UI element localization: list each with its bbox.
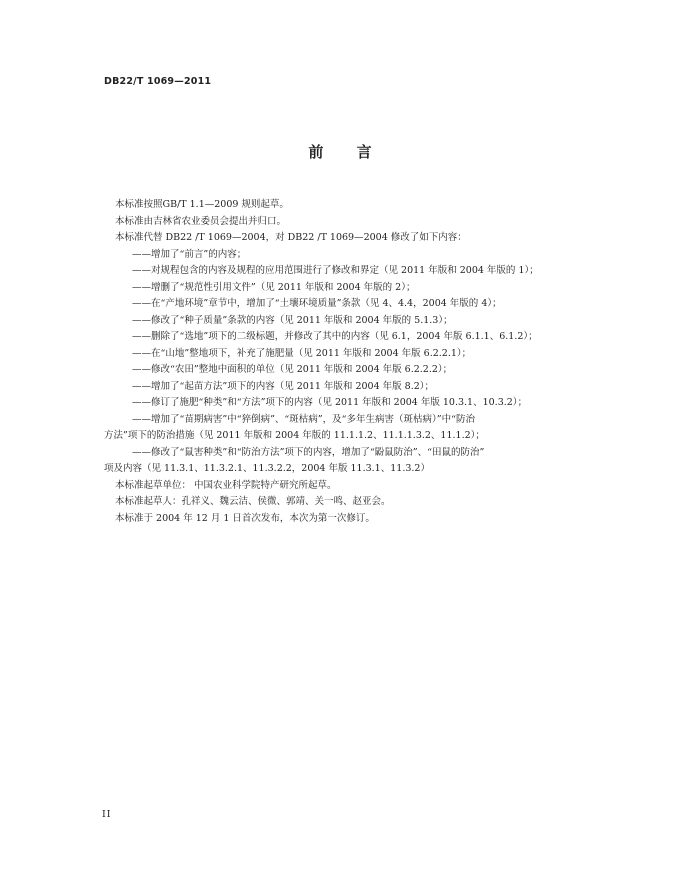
paragraph-proposer: 本标准由吉林省农业委员会提出并归口。	[115, 215, 287, 227]
change-item: ——修改了“鼠害种类”和“防治方法”项下的内容，增加了“鼢鼠防治”、“田鼠的防治”	[132, 446, 485, 458]
paragraph-drafting-unit: 本标准起草单位： 中国农业科学院特产研究所起草。	[115, 479, 337, 491]
change-item: ——对规程包含的内容及规程的应用范围进行了修改和界定（见 2011 年版和 2004 年版的 1）；	[132, 265, 539, 276]
foreword-body	[104, 197, 594, 527]
change-item: ——修订了施肥“种类”和“方法”项下的内容（见 2011 年版和 2004 年版 10.3.1、10.3.2）；	[132, 397, 528, 408]
document-code: DB22/T 1069—2011	[104, 76, 212, 87]
change-item: ——增加了“苗期病害”中“猝倒病”、“斑枯病”，及“多年生病害（斑枯病）”中“防治	[132, 413, 475, 425]
change-item: ——增加了“前言”的内容；	[132, 248, 247, 260]
change-item: ——增加了“起苗方法”项下的内容（见 2011 年版和 2004 年版 8.2）；	[132, 380, 435, 392]
paragraph-publication-history: 本标准于 2004 年 12 月 1 日首次发布，本次为第一次修订。	[115, 512, 375, 524]
change-item: ——在“产地环境”章节中，增加了“土壤环境质量”条款（见 4、4.4，2004 年版的 4）；	[132, 298, 502, 309]
paragraph-replacement: 本标准代替 DB22 /T 1069—2004，对 DB22 /T 1069—2004 修改了如下内容：	[115, 232, 467, 243]
change-item: ——在“山地”整地项下，补充了施肥量（见 2011 年版和 2004 年版 6.2.2.1）；	[132, 347, 472, 359]
section-title: 前 言	[308, 143, 372, 161]
change-item: ——修改“农田”整地中面积的单位（见 2011 年版和 2004 年版 6.2.2.2）；	[132, 364, 453, 375]
change-item-continuation: 项及内容（见 11.3.1、11.3.2.1、11.3.2.2，2004 年版 11.3.1、11.3.2）	[104, 463, 430, 474]
change-item: ——修改了“种子质量”条款的内容（见 2011 年版和 2004 年版的 5.1.3）；	[132, 314, 453, 326]
page-number: II	[102, 809, 112, 820]
paragraph-drafting-rule: 本标准按照GB/T 1.1—2009 规则起草。	[115, 199, 289, 210]
change-item: ——删除了“选地”项下的二级标题，并修改了其中的内容（见 6.1，2004 年版 6.1.1、6.1.2）；	[132, 331, 538, 342]
paragraph-drafters: 本标准起草人：孔祥义、魏云洁、侯微、郭靖、关一鸣、赵亚会。	[115, 496, 391, 507]
change-item: ——增删了“规范性引用文件”（见 2011 年版和 2004 年版的 2）；	[132, 281, 416, 293]
change-item-continuation: 方法”项下的防治措施（见 2011 年版和 2004 年版的 11.1.1.2、11.1.1.3.2、11.1.2）；	[104, 430, 485, 441]
